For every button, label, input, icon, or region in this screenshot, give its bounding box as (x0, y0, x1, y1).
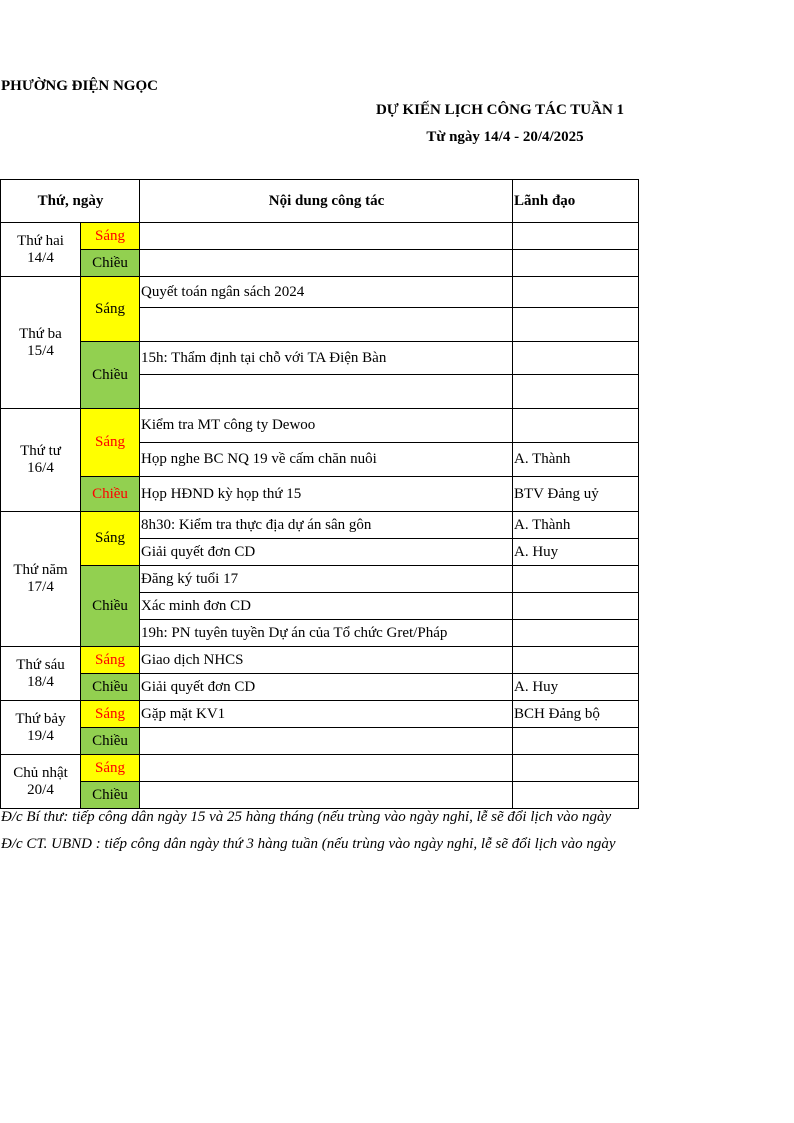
day-name: Thứ hai (17, 232, 64, 249)
morning-session-label: Sáng (81, 277, 140, 342)
task-content: Giải quyết đơn CD (140, 674, 513, 701)
task-leader (513, 728, 639, 755)
task-leader (513, 223, 639, 250)
header-leader: Lãnh đạo (513, 180, 639, 223)
task-content (140, 782, 513, 809)
day-date: 18/4 (27, 673, 54, 690)
day-name: Thứ sáu (16, 656, 65, 673)
task-leader (513, 375, 639, 409)
day-date: 19/4 (27, 727, 54, 744)
morning-session-label: Sáng (81, 647, 140, 674)
afternoon-session-label: Chiều (81, 250, 140, 277)
morning-session-label: Sáng (81, 223, 140, 250)
table-row (1, 477, 639, 512)
header-day: Thứ, ngày (1, 180, 140, 223)
table-row (1, 342, 639, 375)
day-name: Thứ tư (20, 443, 61, 459)
task-content (140, 308, 513, 342)
table-row (1, 566, 639, 593)
task-content: Đăng ký tuổi 17 (140, 566, 513, 593)
task-content: Họp nghe BC NQ 19 về cấm chăn nuôi (140, 443, 513, 477)
task-leader (513, 620, 639, 647)
day-cell (1, 409, 81, 512)
day-cell (1, 701, 81, 755)
task-content (140, 755, 513, 782)
note-party-secretary: Đ/c Bí thư: tiếp công dân ngày 15 và 25 hàng tháng (nếu trùng vào ngày nghỉ, lễ sẽ đổi lịch vào ngày (1, 809, 612, 825)
day-date: 15/4 (27, 342, 54, 359)
task-content: Quyết toán ngân sách 2024 (140, 277, 513, 308)
task-content (140, 250, 513, 277)
table-row (1, 674, 639, 701)
table-row (1, 250, 639, 277)
day-name: Chủ nhật (13, 764, 68, 781)
table-row (1, 647, 639, 674)
morning-session-label: Sáng (81, 701, 140, 728)
day-date: 14/4 (27, 249, 54, 266)
day-date: 17/4 (27, 579, 54, 595)
morning-session-label: Sáng (81, 755, 140, 782)
afternoon-session-label: Chiều (81, 674, 140, 701)
task-leader (513, 782, 639, 809)
schedule-sheet (0, 179, 639, 809)
afternoon-session-label: Chiều (81, 782, 140, 809)
organization-name: PHƯỜNG ĐIỆN NGỌC (1, 78, 158, 94)
day-name: Thứ năm (13, 562, 68, 578)
table-row (1, 755, 639, 782)
task-content: 15h: Thẩm định tại chỗ với TA Điện Bàn (140, 342, 513, 375)
task-leader (513, 566, 639, 593)
task-leader (513, 409, 639, 443)
table-row (1, 728, 639, 755)
table-row (1, 512, 639, 539)
day-cell (1, 277, 81, 409)
day-name: Thứ bảy (15, 710, 66, 727)
afternoon-session-label: Chiều (81, 728, 140, 755)
notes (1, 808, 638, 862)
date-range: Từ ngày 14/4 - 20/4/2025 (426, 129, 584, 145)
task-leader (513, 593, 639, 620)
task-content: Giao dịch NHCS (140, 647, 513, 674)
task-content: 8h30: Kiểm tra thực địa dự án sân gôn (140, 512, 513, 539)
task-leader (513, 647, 639, 674)
task-content: 19h: PN tuyên tuyền Dự án của Tổ chức Gret/Pháp (140, 620, 513, 647)
day-cell (1, 755, 81, 809)
day-cell (1, 647, 81, 701)
note-chairman: Đ/c CT. UBND : tiếp công dân ngày thứ 3 hàng tuần (nếu trùng vào ngày nghỉ, lễ sẽ đổi lịch vào ngày (1, 836, 616, 852)
task-leader: A. Huy (513, 539, 639, 566)
afternoon-session-label: Chiều (81, 477, 140, 512)
task-leader: A. Huy (513, 674, 639, 701)
day-cell (1, 223, 81, 277)
task-leader: A. Thành (513, 512, 639, 539)
header-content: Nội dung công tác (140, 180, 513, 223)
header-row (1, 180, 639, 223)
task-content: Kiểm tra MT công ty Dewoo (140, 409, 513, 443)
task-leader (513, 755, 639, 782)
day-cell (1, 512, 81, 647)
day-date: 20/4 (27, 781, 54, 798)
task-content: Họp HĐND kỳ họp thứ 15 (140, 477, 513, 512)
afternoon-session-label: Chiều (81, 342, 140, 409)
day-date: 16/4 (27, 460, 54, 476)
task-leader: BTV Đảng uỷ (513, 477, 639, 512)
page-title: DỰ KIẾN LỊCH CÔNG TÁC TUẦN 1 (375, 102, 625, 118)
table-row (1, 782, 639, 809)
afternoon-session-label: Chiều (81, 566, 140, 647)
task-leader: A. Thành (513, 443, 639, 477)
task-content: Xác minh đơn CD (140, 593, 513, 620)
day-name: Thứ ba (19, 325, 62, 342)
task-leader: BCH Đảng bộ (513, 701, 639, 728)
schedule-body (1, 223, 639, 809)
table-row (1, 701, 639, 728)
task-leader (513, 250, 639, 277)
table-row (1, 409, 639, 443)
task-content (140, 375, 513, 409)
table-row (1, 277, 639, 308)
task-leader (513, 342, 639, 375)
task-leader (513, 308, 639, 342)
schedule-table (0, 179, 639, 809)
task-content (140, 728, 513, 755)
task-content (140, 223, 513, 250)
task-content: Giải quyết đơn CD (140, 539, 513, 566)
morning-session-label: Sáng (81, 512, 140, 566)
task-content: Gặp mặt KV1 (140, 701, 513, 728)
table-row (1, 223, 639, 250)
task-leader (513, 277, 639, 308)
morning-session-label: Sáng (81, 409, 140, 477)
